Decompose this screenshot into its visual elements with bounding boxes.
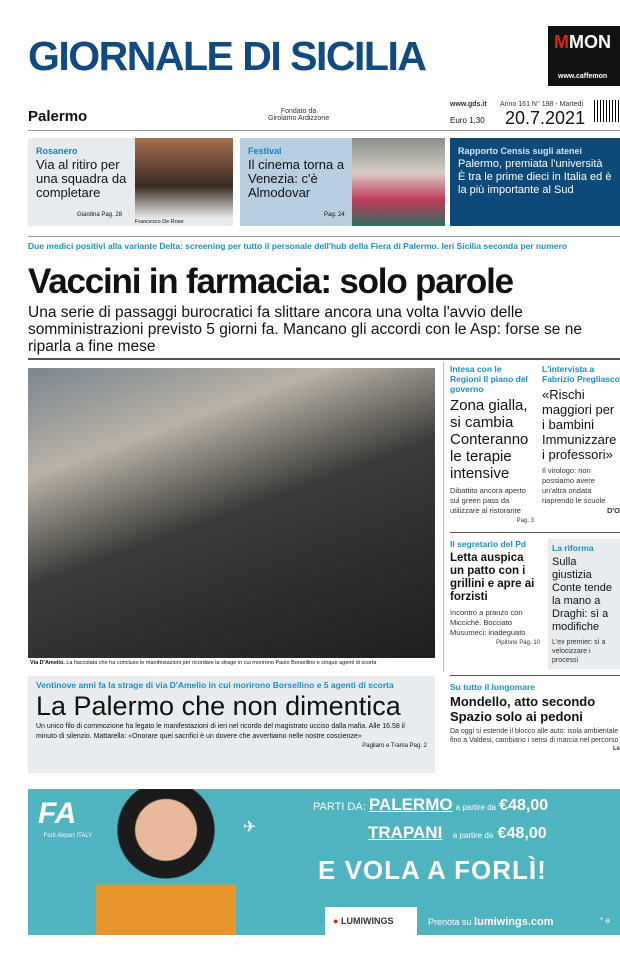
caption-place: Via D'Amelio. — [30, 660, 65, 666]
side-kicker: Il segretario del Pd — [450, 539, 527, 549]
side-kicker: Intesa con le Regioni Il piano del governo — [450, 364, 528, 394]
side-kicker: La riforma — [552, 543, 594, 553]
side-byline: D'O — [606, 506, 620, 515]
side-body: Dibattito ancora aperto sul green pass da utilizzare al ristorante — [450, 486, 526, 515]
issue-number: Anno 161 N° 198 - Martedì — [500, 101, 584, 108]
teaser-title: Il cinema torna a Venezia: c'è Almodovar — [248, 157, 345, 200]
issue-date: 20.7.2021 — [505, 108, 586, 128]
founded-line2: Girolamo Ardizzone — [268, 115, 330, 122]
ad-book-label: Prenota su — [428, 917, 472, 927]
side-story-interview[interactable] — [542, 364, 620, 526]
top-ad[interactable]: MMON www.caffemon — [548, 26, 620, 86]
ad-from-label: PARTI DA: — [313, 801, 366, 813]
teaser-sport[interactable] — [28, 138, 233, 226]
teaser-kicker: Rosanero — [36, 146, 78, 156]
photo-story-byline: Pagliaro e Trama Pag. 2 — [362, 743, 427, 749]
ad-brand: MON — [569, 32, 611, 52]
teaser-byline: Giardina Pag. 28 — [77, 212, 123, 218]
teaser-byline: Pag. 24 — [324, 212, 345, 218]
side-byline: Pag. 3 — [516, 518, 534, 524]
teaser-festival[interactable] — [240, 138, 445, 226]
masthead-title: GIORNALE DI SICILIA — [28, 33, 426, 79]
side-headline: «Rischi maggiori per i bambini Immunizzare i professori» — [542, 387, 617, 462]
side-story-mondello[interactable] — [450, 682, 620, 753]
lead-headline[interactable]: Vaccini in farmacia: solo parole — [28, 262, 513, 301]
side-kicker: L'intervista a Fabrizio Pregliasco — [542, 364, 620, 384]
ad-slogan: E VOLA A FORLÌ! — [318, 855, 547, 885]
side-headline: Mondello, atto secondo Spazio solo ai pedoni — [450, 694, 596, 724]
photo-story-box[interactable] — [28, 676, 435, 773]
barcode — [594, 100, 620, 122]
teaser-kicker: Rapporto Censis sugli atenei — [458, 146, 583, 156]
teaser-title: Palermo, premiata l'università È tra le prime dieci in Italia ed è la più importante al Sud — [458, 158, 612, 196]
ad-url: www.caffemon — [558, 73, 608, 80]
side-story-reform[interactable] — [548, 539, 620, 669]
right-column — [450, 364, 620, 753]
teaser-kicker: Festival — [248, 146, 282, 156]
photo-credit: Francesco De Rose — [135, 219, 184, 225]
side-headline: Sulla giustizia Conte tende la mano a Draghi: sì a modifiche — [552, 556, 612, 633]
main-photo — [28, 368, 435, 658]
photo-story-headline: La Palermo che non dimentica — [36, 691, 401, 721]
side-story-yellow-zone[interactable] — [450, 364, 534, 526]
edition-city: Palermo — [28, 108, 88, 125]
teaser-university[interactable] — [450, 138, 620, 226]
side-headline: Letta auspica un patto con i grillini e apre ai forzisti — [450, 552, 535, 603]
lumiwings-logo: ● LUMIWINGS — [325, 907, 417, 935]
ad-price-1: €48,00 — [499, 797, 549, 814]
side-body: Il virologo: non possiamo avere un'altra ondata riaprendo le scuole — [542, 466, 606, 505]
price: Euro 1,30 — [450, 116, 485, 125]
side-headline: Zona gialla, si cambia Conteranno le terapie intensive — [450, 397, 529, 482]
ad-book-url[interactable]: lumiwings.com — [474, 916, 554, 928]
side-kicker: Su tutto il lungomare — [450, 682, 535, 692]
ad-price-2: €48,00 — [497, 825, 547, 842]
lead-kicker: Due medici positivi alla variante Delta: screening per tutto il personale dell'hub della Fiera di Palermo. Ieri Sicilia seconda per numero — [28, 241, 568, 251]
website[interactable]: www.gds.it — [450, 101, 487, 108]
teaser-photo — [135, 138, 233, 218]
teaser-title: Via al ritiro per una squadra da completare — [36, 157, 127, 200]
ad-price-prefix: a partire da — [455, 803, 497, 812]
side-story-letta[interactable] — [450, 539, 540, 669]
side-byline: Le — [612, 746, 620, 752]
airport-logo-subtitle: Forlì Airport ITALY — [43, 833, 93, 839]
ad-city-trapani: TRAPANI — [368, 823, 443, 842]
airline-name: LUMIWINGS — [340, 916, 394, 926]
photo-story-body: Un unico filo di commozione ha legato le manifestazioni di ieri nel ricordo del magistrato ucciso dalla mafia. Alle 16.58 il minuto di silenzio. Mattarella: «Onorare quei sacrifici è un dovere che avvertiamo nelle nostre coscienze» — [36, 723, 405, 740]
advertisement-banner[interactable] — [28, 789, 620, 935]
founded-line1: Fondato da — [280, 108, 317, 115]
side-body: Incontro a pranzo con Miccichè. Bocciato Musumeci: inadeguato — [450, 608, 526, 637]
ad-price-prefix: a partire da — [452, 831, 494, 840]
lead-subtitle: Una serie di passaggi burocratici fa slittare ancora una volta l'avvio delle somministrazioni previsto 5 giorni fa. Mancano gli accordi con le Asp: forse se ne riparla a fine mese — [28, 304, 582, 355]
side-body: L'ex premier: sì a velocizzare i processi — [552, 639, 606, 664]
photo-caption — [30, 660, 435, 667]
caption-text: La fiaccolata che ha concluso le manifestazioni per ricordare la strage in cui morirono Paolo Borsellino e cinque agenti di scorta — [66, 660, 377, 666]
teaser-photo — [352, 138, 445, 226]
side-byline: Pipitone Pag. 10 — [495, 640, 540, 646]
side-body: Da oggi si estende il blocco alle auto: isola ambientale fino a Valdesi, cambiano i sensi di marcia nel percorso — [450, 728, 619, 744]
ad-woman-photo — [96, 789, 236, 935]
photo-story-kicker: Ventinove anni fa la strage di via D'Amelio in cui morirono Borsellino e 5 agenti di scorta — [36, 680, 394, 690]
plane-icon: ✈ — [243, 819, 257, 836]
ad-city-palermo: PALERMO — [368, 795, 453, 814]
ad-note: * a — [600, 916, 610, 925]
airport-logo: FA — [38, 797, 77, 830]
